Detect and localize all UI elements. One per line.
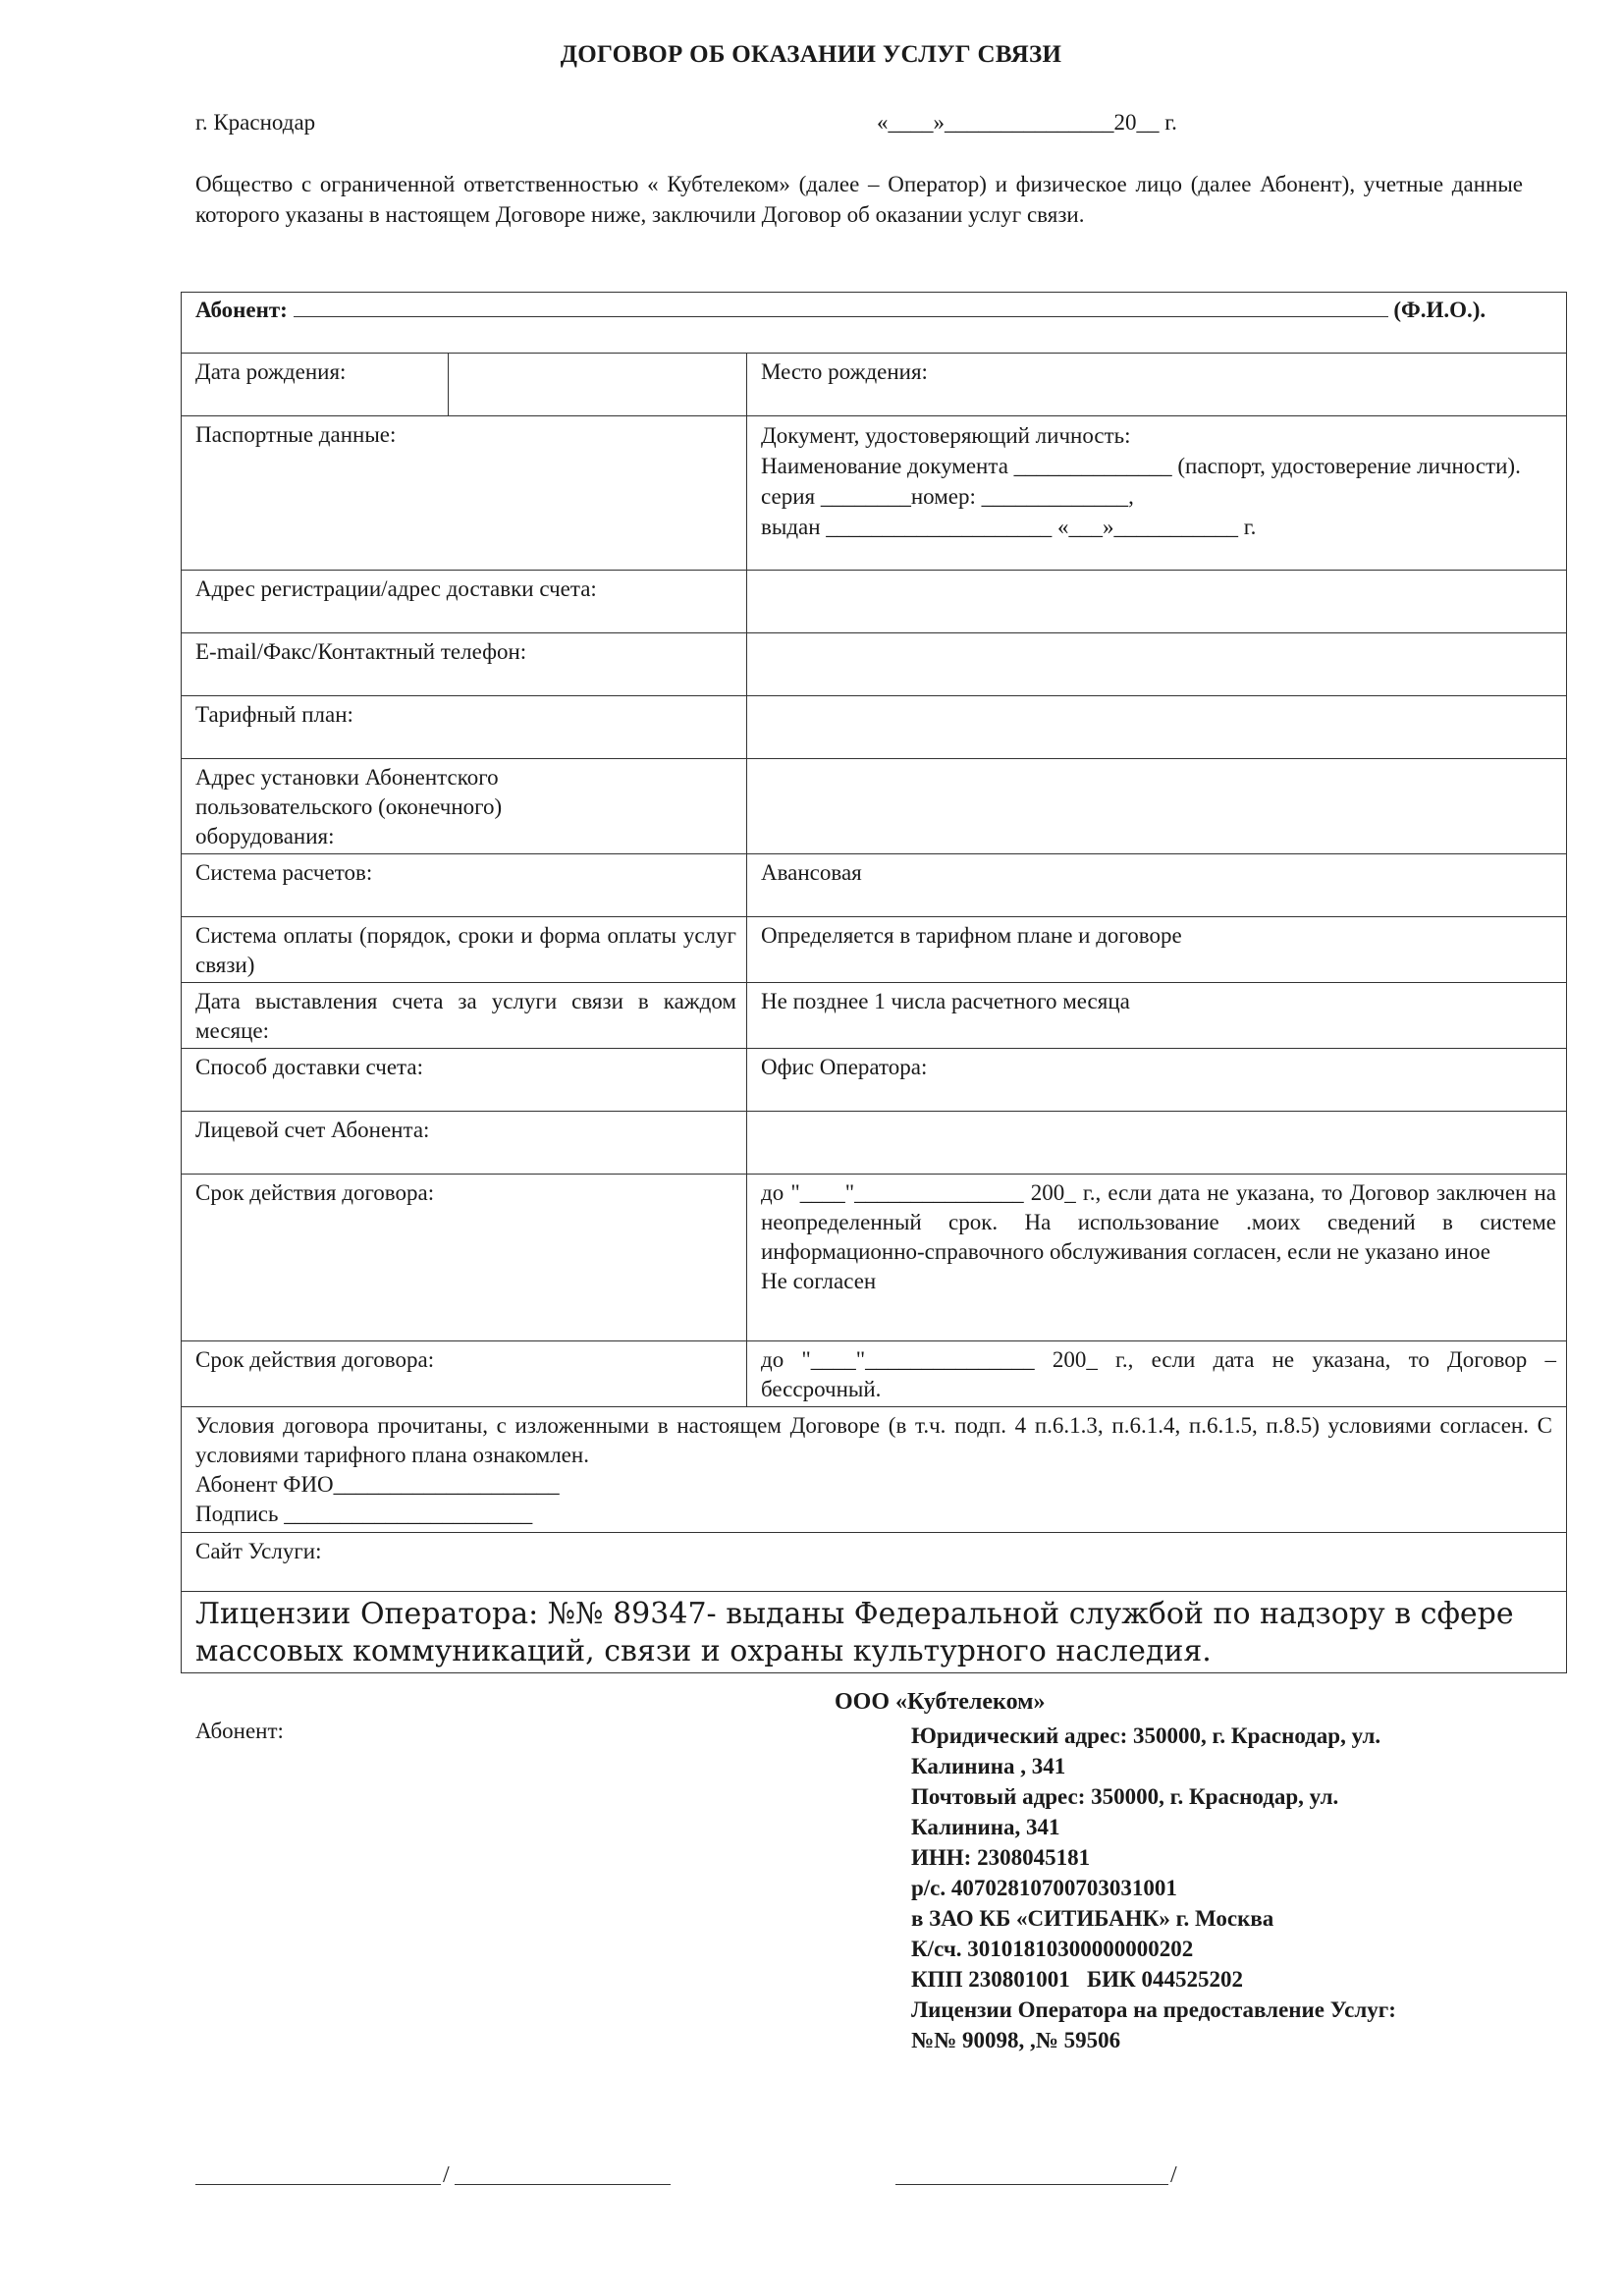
billing-system-label: Система расчетов:: [182, 854, 747, 917]
term1-cell: [747, 1175, 1567, 1341]
payment-system-label: Система оплаты (порядок, сроки и форма оплаты услуг связи): [182, 917, 747, 983]
intro-paragraph: Общество с ограниченной ответственностью « Кубтелеком» (далее – Оператор) и физическое лицо (далее Абонент), учетные данные которого указаны в настоящем Договоре ниже, заключили Договор об оказании услуг связи.: [195, 172, 1523, 227]
passport-line: выдан ____________________ «___»___________ г.: [761, 515, 1257, 539]
operator-signature-line[interactable]: [895, 2184, 1168, 2185]
requisite-line: Юридический адрес: 350000, г. Краснодар, ул.: [911, 1723, 1381, 1748]
requisite-line: Лицензии Оператора на предоставление Услуг:: [911, 1997, 1396, 2022]
contract-details-table: [181, 292, 1567, 1673]
invoice-date-value: Не позднее 1 числа расчетного месяца: [747, 983, 1567, 1049]
requisite-line: К/сч. 30101810300000000202: [911, 1937, 1194, 1961]
requisite-line: Калинина, 341: [911, 1815, 1060, 1839]
install-address-text: Адрес установки Абонентского пользовательского (оконечного) оборудования:: [195, 765, 503, 848]
delivery-value: Офис Оператора:: [747, 1049, 1567, 1112]
conditions-cell: [182, 1407, 1567, 1533]
contract-date-line: «____»_______________20__ г.: [877, 110, 1177, 135]
signature-slash: /: [1170, 2162, 1177, 2188]
term2-label: Срок действия договора:: [182, 1341, 747, 1407]
invoice-date-label: Дата выставления счета за услуги связи в каждом месяце:: [182, 983, 747, 1049]
term1-value: до "____"_______________ 200_ г., если дата не указана, то Договор заключен на неопределенный срок. На использование .моих сведений в системе информационно-справочного обслуживания согласен, если не указано иное: [761, 1180, 1556, 1264]
requisite-line: Калинина , 341: [911, 1754, 1066, 1778]
tariff-field[interactable]: [747, 696, 1567, 759]
subscriber-name-field[interactable]: [294, 316, 1388, 317]
billing-system-value: Авансовая: [747, 854, 1567, 917]
document-title: ДОГОВОР ОБ ОКАЗАНИИ УСЛУГ СВЯЗИ: [560, 41, 1062, 68]
contact-field[interactable]: [747, 633, 1567, 696]
subscriber-suffix: (Ф.И.О.).: [1393, 298, 1487, 322]
site-label: Сайт Услуги:: [182, 1533, 1567, 1592]
abonent-footer-label: Абонент:: [195, 1719, 284, 1743]
requisite-line: ИНН: 2308045181: [911, 1845, 1091, 1870]
requisite-line: в ЗАО КБ «СИТИБАНК» г. Москва: [911, 1906, 1274, 1931]
requisite-line: КПП 230801001 БИК 044525202: [911, 1967, 1243, 1992]
term2-value: до "____"_______________ 200_ г., если дата не указана, то Договор – бессрочный.: [747, 1341, 1567, 1407]
abonent-signature-line[interactable]: [195, 2184, 441, 2185]
signature-line[interactable]: Подпись ______________________: [195, 1502, 533, 1526]
contact-label: E-mail/Факс/Контактный телефон:: [182, 633, 747, 696]
reg-address-label: Адрес регистрации/адрес доставки счета:: [182, 571, 747, 633]
passport-line: Документ, удостоверяющий личность:: [761, 423, 1131, 448]
abonent-name-line[interactable]: [455, 2184, 671, 2185]
abonent-fio-line[interactable]: Абонент ФИО____________________: [195, 1472, 560, 1497]
operator-name: ООО «Кубтелеком»: [835, 1689, 1046, 1715]
operator-requisites: [911, 1721, 1530, 2055]
install-address-label: [182, 759, 747, 854]
requisite-line: Почтовый адрес: 350000, г. Краснодар, ул.: [911, 1784, 1339, 1809]
birth-date-label: Дата рождения:: [182, 354, 449, 416]
payment-system-value: Определяется в тарифном плане и договоре: [747, 917, 1567, 983]
birth-place-label: Место рождения:: [747, 354, 1567, 416]
reg-address-field[interactable]: [747, 571, 1567, 633]
term1-label: Срок действия договора:: [182, 1175, 747, 1341]
subscriber-label: Абонент:: [195, 298, 288, 322]
signature-slash: /: [443, 2162, 450, 2188]
passport-line: серия ________номер: _____________,: [761, 484, 1134, 509]
requisite-line: р/с. 40702810700703031001: [911, 1876, 1177, 1900]
tariff-label: Тарифный план:: [182, 696, 747, 759]
passport-line: Наименование документа ______________ (паспорт, удостоверение личности).: [761, 454, 1521, 478]
operator-signature-block[interactable]: [895, 2156, 1190, 2188]
conditions-text: Условия договора прочитаны, с изложенными в настоящем Договоре (в т.ч. подп. 4 п.6.1.3, п.6.1.4, п.6.1.5, п.8.5) условиями согласен. С условиями тарифного плана ознакомлен.: [195, 1413, 1552, 1467]
birth-date-field[interactable]: [449, 354, 747, 416]
passport-details-cell: [747, 416, 1567, 571]
passport-label: Паспортные данные:: [182, 416, 747, 571]
licenses-text: Лицензии Оператора: №№ 89347- выданы Федеральной службой по надзору в сфере массовых коммуникаций, связи и охраны культурного наследия.: [182, 1592, 1567, 1673]
abonent-signature-block[interactable]: [195, 2156, 676, 2188]
delivery-label: Способ доставки счета:: [182, 1049, 747, 1112]
term1-value-disagree: Не согласен: [761, 1269, 877, 1293]
account-label: Лицевой счет Абонента:: [182, 1112, 747, 1175]
subscriber-cell: [182, 293, 1567, 354]
requisite-line: №№ 90098, ,№ 59506: [911, 2028, 1121, 2052]
install-address-field[interactable]: [747, 759, 1567, 854]
contract-city: г. Краснодар: [195, 110, 316, 135]
account-field[interactable]: [747, 1112, 1567, 1175]
